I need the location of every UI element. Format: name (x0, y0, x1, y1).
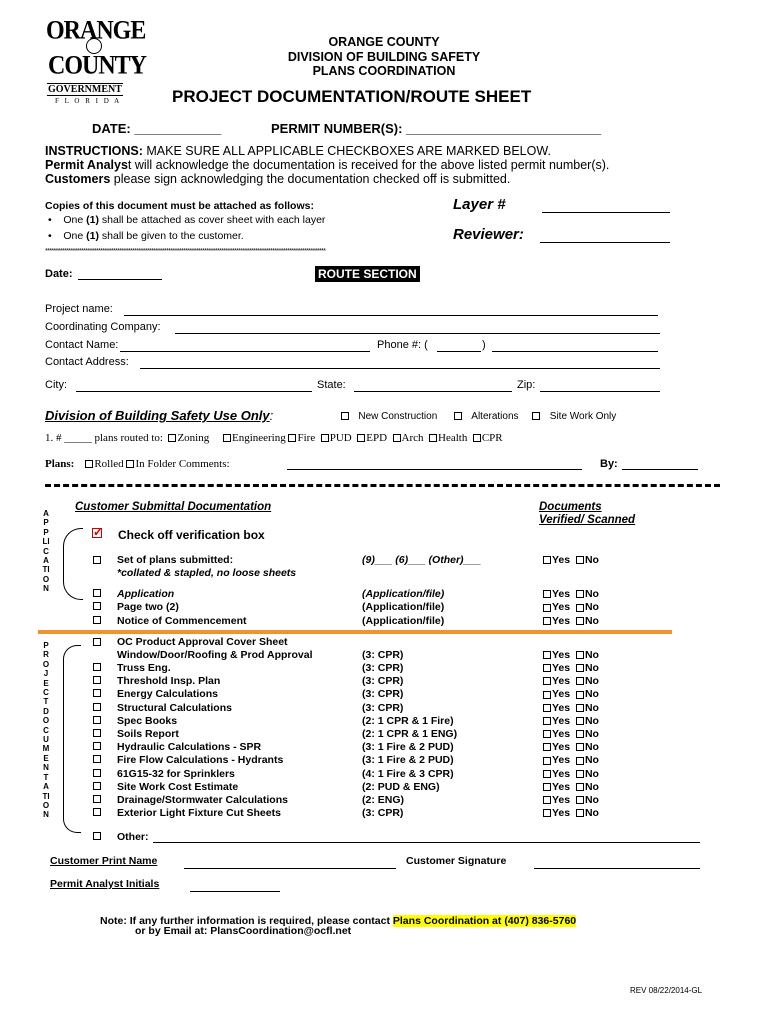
checklist-row (0, 715, 768, 728)
row-label: Energy Calculations (117, 688, 218, 701)
row-checkbox[interactable] (93, 663, 101, 671)
header-line2: DIVISION OF BUILDING SAFETY (287, 50, 481, 64)
zip-label: Zip: (517, 379, 536, 391)
row-quantity: (3: CPR) (362, 807, 404, 820)
phone-close: ) (482, 339, 486, 351)
row-label: Truss Eng. (117, 662, 171, 674)
row-label: Application (117, 588, 175, 600)
row-label: Site Work Cost Estimate (117, 780, 239, 793)
state-input[interactable] (354, 391, 512, 392)
permit-analyst-initials-input[interactable] (190, 891, 280, 892)
plans-routed-row: 1. # _____ plans routed to: Zoning Engineering Fire PUD EPD Arch Health CPR (45, 432, 503, 444)
rolled-checkbox[interactable]: Rolled (85, 458, 123, 470)
row-label: Notice of Commencement (117, 614, 247, 627)
no-checkbox[interactable]: No (576, 688, 599, 700)
phone-area-input[interactable] (437, 351, 481, 352)
row-checkbox[interactable] (93, 742, 101, 750)
checklist-row (0, 688, 768, 701)
yes-no-group (543, 728, 599, 740)
routed-engineering[interactable]: Engineering (223, 432, 286, 444)
plans-submitted-note: *collated & stapled, no loose sheets (117, 567, 297, 579)
row-quantity: (4: 1 Fire & 3 CPR) (362, 767, 454, 780)
check-off-label: Check off verification box (118, 528, 265, 542)
row-checkbox[interactable] (93, 795, 101, 803)
customer-signature-input[interactable] (534, 868, 700, 869)
row-checkbox[interactable] (93, 755, 101, 763)
project-name-input[interactable] (124, 315, 658, 316)
yes-no-group (543, 768, 599, 780)
yes-no-group (543, 794, 599, 806)
yes-no-group (543, 715, 599, 727)
orange-divider (38, 630, 672, 634)
row-checkbox[interactable] (93, 782, 101, 790)
customer-signature-label: Customer Signature (406, 855, 507, 867)
yes-no-group (543, 754, 599, 766)
plans-submitted-qty: (9)___ (6)___ (Other)___ (362, 554, 482, 566)
yes-no-group (543, 615, 599, 627)
yes-no-group (543, 601, 599, 613)
yes-checkbox[interactable]: Yes (543, 688, 570, 700)
alterations-checkbox[interactable] (454, 412, 462, 420)
customer-print-name-input[interactable] (184, 868, 396, 869)
no-checkbox[interactable]: No (576, 768, 599, 780)
no-checkbox[interactable]: No (576, 615, 599, 627)
verified-scanned-heading: Verified/ Scanned (539, 514, 636, 526)
row-quantity: (Application/file) (362, 601, 445, 614)
row-checkbox[interactable] (93, 769, 101, 777)
plans-submitted-yes-no (543, 554, 599, 566)
reviewer-input[interactable] (540, 242, 670, 243)
no-checkbox[interactable]: No (576, 741, 599, 753)
no-checkbox[interactable]: No (576, 554, 599, 566)
row-checkbox[interactable] (93, 602, 101, 610)
no-checkbox[interactable]: No (576, 781, 599, 793)
yes-no-group (543, 588, 599, 600)
comments-input[interactable] (287, 469, 582, 470)
yes-checkbox[interactable]: Yes (543, 615, 570, 627)
yes-checkbox[interactable]: Yes (543, 715, 570, 727)
row-label: Soils Report (117, 728, 179, 740)
row-quantity: (2: ENG) (362, 794, 404, 806)
no-checkbox[interactable]: No (576, 702, 599, 714)
row-label: Fire Flow Calculations - Hydrants (117, 754, 284, 767)
check-off-checkbox[interactable]: ✓ (93, 525, 104, 539)
phone-label: Phone #: ( (377, 339, 428, 351)
row-quantity: (2: 1 CPR & 1 ENG) (362, 728, 458, 740)
row-quantity: (3: CPR) (362, 701, 404, 714)
customer-print-name-label: Customer Print Name (50, 855, 158, 867)
route-date-input[interactable] (78, 279, 162, 280)
row-label: Threshold Insp. Plan (117, 675, 221, 688)
row-label: Exterior Light Fixture Cut Sheets (117, 807, 281, 820)
yes-checkbox[interactable]: Yes (543, 601, 570, 613)
row-label: Page two (2) (117, 601, 179, 614)
checklist-row (0, 702, 768, 715)
checklist-row (0, 807, 768, 820)
checklist-row (0, 588, 768, 601)
row-label: Structural Calculations (117, 701, 232, 714)
row-quantity: (3: CPR) (362, 688, 404, 701)
oc-product-label-2: Window/Door/Roofing & Prod Approval (117, 649, 313, 661)
yes-checkbox[interactable]: Yes (543, 554, 570, 566)
no-checkbox[interactable]: No (576, 649, 599, 661)
coordinating-company-input[interactable] (175, 333, 660, 334)
no-checkbox[interactable]: No (576, 662, 599, 674)
city-label: City: (45, 379, 67, 391)
instructions-line1: INSTRUCTIONS: MAKE SURE ALL APPLICABLE CHECKBOXES ARE MARKED BELOW. (45, 144, 551, 158)
no-checkbox[interactable]: No (576, 601, 599, 613)
logo-orange: ORANGE (46, 16, 146, 46)
project-name-label: Project name: (45, 303, 113, 315)
new-construction-checkbox[interactable] (341, 412, 349, 420)
oc-product-checkbox[interactable] (93, 638, 101, 646)
phone-number-input[interactable] (492, 351, 658, 352)
checklist-row (0, 728, 768, 741)
new-construction-label: New Construction (358, 411, 438, 422)
dbs-use-only: Division of Building Safety Use Only: (45, 408, 274, 423)
yes-checkbox[interactable]: Yes (543, 728, 570, 740)
dbs-options (341, 411, 616, 422)
date-field[interactable]: DATE: ____________ (92, 121, 222, 136)
no-checkbox[interactable]: No (576, 588, 599, 600)
no-checkbox[interactable]: No (576, 754, 599, 766)
yes-checkbox[interactable]: Yes (543, 662, 570, 674)
row-quantity: (2: 1 CPR & 1 Fire) (362, 714, 454, 727)
instructions-line3: Customers please sign acknowledging the documentation checked off is submitted. (45, 172, 511, 186)
documents-heading: Documents (539, 501, 602, 513)
yes-checkbox[interactable]: Yes (543, 807, 570, 819)
layer-input[interactable] (542, 212, 670, 213)
checklist-row (0, 794, 768, 807)
plans-row: Plans: Rolled In Folder Comments: (45, 458, 230, 470)
permit-analyst-initials-label: Permit Analyst Initials (50, 878, 160, 890)
coordinating-company-label: Coordinating Company: (45, 321, 161, 333)
yes-no-group (543, 675, 599, 687)
routed-fire[interactable]: Fire (288, 432, 315, 444)
other-checkbox[interactable] (93, 832, 101, 840)
row-quantity: (3: 1 Fire & 2 PUD) (362, 741, 454, 754)
yes-checkbox[interactable]: Yes (543, 588, 570, 600)
star-divider: ************************************************************************************************************************************ (45, 248, 326, 255)
plans-submitted-label: Set of plans submitted: (117, 554, 234, 566)
routed-arch[interactable]: Arch (393, 432, 424, 444)
header-line1: ORANGE COUNTY (328, 35, 440, 49)
row-checkbox[interactable] (93, 808, 101, 816)
contact-address-label: Contact Address: (45, 356, 129, 368)
yes-checkbox[interactable]: Yes (543, 675, 570, 687)
plans-submitted-checkbox[interactable] (93, 556, 101, 564)
in-folder-checkbox[interactable]: In Folder (126, 458, 176, 470)
yes-checkbox[interactable]: Yes (543, 768, 570, 780)
row-label: Drainage/Stormwater Calculations (117, 794, 288, 806)
row-label: 61G15-32 for Sprinklers (117, 767, 235, 780)
route-date-label: Date: (45, 268, 73, 280)
contact-note-line1: Note: If any further information is required, please contact Plans Coordination at (407) 836-5760 (100, 915, 577, 927)
row-checkbox[interactable] (93, 589, 101, 597)
copies-heading: Copies of this document must be attached as follows: (45, 200, 314, 212)
routed-pud[interactable]: PUD (321, 432, 352, 444)
permit-number-field[interactable]: PERMIT NUMBER(S): ___________________________ (271, 121, 602, 136)
yes-no-group (543, 807, 599, 819)
by-input[interactable] (622, 469, 698, 470)
no-checkbox[interactable]: No (576, 728, 599, 740)
page-title: PROJECT DOCUMENTATION/ROUTE SHEET (172, 87, 532, 106)
oc-product-qty: (3: CPR) (362, 649, 404, 661)
yes-no-group (543, 702, 599, 714)
no-checkbox[interactable]: No (576, 675, 599, 687)
row-checkbox[interactable] (93, 729, 101, 737)
yes-no-group (543, 781, 599, 793)
state-label: State: (317, 379, 346, 391)
checklist-row (0, 615, 768, 628)
yes-no-group (543, 741, 599, 753)
row-checkbox[interactable] (93, 616, 101, 624)
routed-health[interactable]: Health (429, 432, 467, 444)
row-checkbox[interactable] (93, 716, 101, 724)
alterations-label: Alterations (471, 411, 519, 422)
row-quantity: (Application/file) (362, 588, 445, 600)
yes-no-group (543, 662, 599, 674)
row-checkbox[interactable] (93, 676, 101, 684)
revision-label: REV 08/22/2014-GL (630, 986, 703, 995)
yes-checkbox[interactable]: Yes (543, 794, 570, 806)
checklist-row (0, 768, 768, 781)
oc-product-yes-no (543, 649, 599, 661)
route-section-label: ROUTE SECTION (315, 266, 420, 282)
checklist-row (0, 754, 768, 767)
routed-cpr[interactable]: CPR (473, 432, 503, 444)
logo-government: GOVERNMENT (48, 84, 122, 95)
site-work-only-label: Site Work Only (549, 411, 617, 422)
reviewer-label: Reviewer: (453, 226, 524, 243)
customer-submittal-heading: Customer Submittal Documentation (75, 501, 272, 513)
row-quantity: (2: PUD & ENG) (362, 780, 440, 793)
checklist-row (0, 781, 768, 794)
city-input[interactable] (76, 391, 312, 392)
application-side-label: APPLICATION (42, 509, 50, 594)
by-label: By: (600, 458, 618, 470)
no-checkbox[interactable]: No (576, 794, 599, 806)
row-checkbox[interactable] (93, 689, 101, 697)
contact-address-input[interactable] (140, 368, 660, 369)
row-quantity: (Application/file) (362, 614, 445, 627)
checklist-row (0, 675, 768, 688)
yes-no-group (543, 688, 599, 700)
row-quantity: (3: 1 Fire & 2 PUD) (362, 754, 454, 767)
row-checkbox[interactable] (93, 703, 101, 711)
project-documentation-side-label: PROJECT DOCUMENTATION (42, 641, 50, 820)
header-line3: PLANS COORDINATION (312, 64, 456, 78)
contact-name-label: Contact Name: (45, 339, 119, 351)
instructions-line2: Permit Analyst will acknowledge the documentation is received for the above listed permit number(s). (45, 158, 610, 172)
yes-checkbox[interactable]: Yes (543, 754, 570, 766)
no-checkbox[interactable]: No (576, 715, 599, 727)
routed-zoning[interactable]: Zoning (166, 432, 210, 444)
logo-florida: F L O R I D A (55, 97, 122, 105)
yes-checkbox[interactable]: Yes (543, 781, 570, 793)
contact-note-line2: or by Email at: PlansCoordination@ocfl.net (135, 925, 352, 937)
yes-checkbox[interactable]: Yes (543, 649, 570, 661)
yes-checkbox[interactable]: Yes (543, 741, 570, 753)
yes-checkbox[interactable]: Yes (543, 702, 570, 714)
logo-county: COUNTY (48, 51, 147, 81)
oc-product-label-1: OC Product Approval Cover Sheet (117, 636, 288, 648)
copies-bullet2: • One (1) shall be given to the customer. (48, 230, 244, 242)
site-work-only-checkbox[interactable] (532, 412, 540, 420)
dash-divider (45, 484, 720, 488)
contact-name-input[interactable] (120, 351, 370, 352)
row-label: Spec Books (117, 714, 178, 727)
other-input[interactable] (153, 842, 700, 843)
layer-label: Layer # (453, 196, 506, 213)
row-quantity: (3: CPR) (362, 675, 404, 688)
routed-epd[interactable]: EPD (357, 432, 387, 444)
copies-bullet1: • One (1) shall be attached as cover sheet with each layer (48, 214, 326, 226)
no-checkbox[interactable]: No (576, 807, 599, 819)
row-quantity: (3: CPR) (362, 662, 404, 674)
checklist-row (0, 741, 768, 754)
zip-input[interactable] (540, 391, 660, 392)
row-label: Hydraulic Calculations - SPR (117, 741, 262, 754)
checklist-row (0, 662, 768, 675)
checklist-row (0, 601, 768, 614)
other-label: Other: (117, 831, 149, 843)
